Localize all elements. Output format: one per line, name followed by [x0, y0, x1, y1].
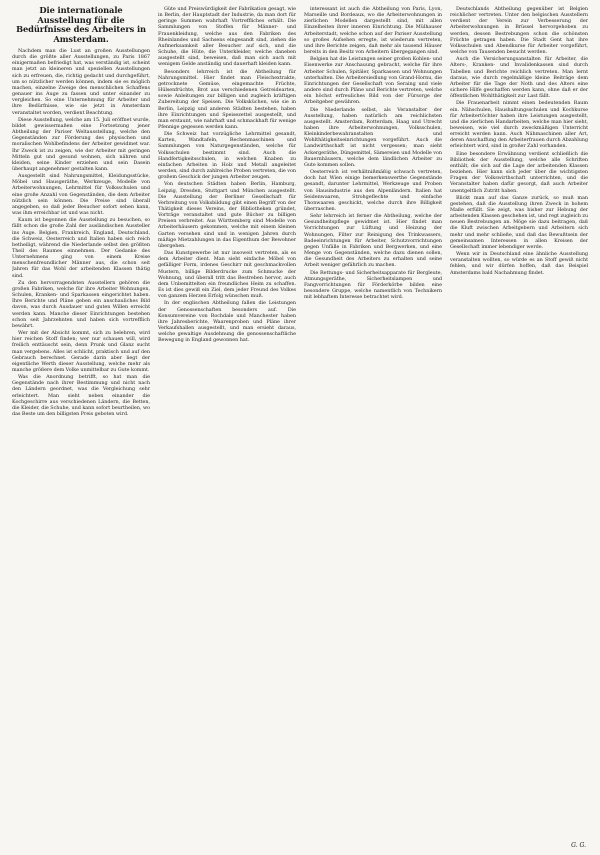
- paragraph: Eine besondere Erwähnung verdient schließlich die Bibliothek der Ausstellung, welche alle Schriften enthält, die sich auf die Lage der arbeitenden Klassen beziehen. Hier kann sich jeder über die wichtigsten Fragen der Volkswirthschaft unterrichten, und die Veranstalter haben dafür gesorgt, daß auch Arbeiter unentgeltlich Zutritt haben.: [450, 150, 588, 194]
- paragraph: interessant ist auch die Abtheilung von Paris, Lyon, Marseille und Bordeaux, wo die Arbeiterwohnungen in zierlichen Modellen dargestellt sind, mit allen Einzelheiten ihrer inneren Einrichtung. Die Mülhauser Arbeiterstadt, welche schon auf der Pariser Ausstellung so großes Aufsehen erregte, ist wiederum vertreten, und ihre Berichte zeigen, daß mehr als tausend Häuser bereits in den Besitz von Arbeitern übergegangen sind.: [304, 6, 442, 56]
- author-signature: G. G.: [571, 842, 586, 849]
- column-4: [450, 6, 588, 846]
- paragraph: Wer mit der Absicht kommt, sich zu belehren, wird hier reichen Stoff finden; wer nur schauen will, wird freilich enttäuscht sein, denn Prunk und Glanz sucht man vergebens. Alles ist schlicht, praktisch und auf den Gebrauch berechnet. Gerade darin aber liegt der eigentliche Werth dieser Ausstellung, welche mehr als manche größere dem Volke unmittelbar zu Gute kommt.: [12, 330, 150, 373]
- column-2: [158, 6, 296, 846]
- paragraph: Oesterreich ist verhältnißmäßig schwach vertreten, doch hat Wien einige bemerkenswerthe Gegenstände gesandt, darunter Lehrmittel, Werkzeuge und Proben von Hausindustrie aus den Alpenländern. Italien hat Seidenwaaren, Strohgeflechte und einfache Thonwaaren geschickt, welche durch ihre Billigkeit überraschen.: [304, 169, 442, 212]
- paragraph: Die Schweiz hat vorzügliche Lehrmittel gesandt, Karten, Wandtafeln, Rechenmaschinen und Sammlungen von Naturgegenständen, welche für Volksschulen bestimmt sind. Auch die Handfertigkeitsschulen, in welchen Knaben zu einfachen Arbeiten in Holz und Metall angeleitet werden, sind durch zahlreiche Proben vertreten, die von großem Geschick der jungen Arbeiter zeugen.: [158, 131, 296, 181]
- column-1: [12, 6, 150, 846]
- article-title: Die internationale Ausstellung für die Bedürfnisse des Arbeiters in Amsterdam.: [16, 6, 146, 44]
- paragraph: Besonders lehrreich ist die Abtheilung für Nahrungsmittel. Hier findet man Fleischextrakte, getrocknete Gemüse, eingemachte Früchte, Hülsenfrüchte, Brot aus verschiedenen Getreidearten, sowie Anleitungen zur billigen und zugleich kräftigen Zubereitung der Speisen. Die Volksküchen, wie sie in Berlin, Leipzig und anderen Städten bestehen, haben ihre Einrichtungen und Speisezettel ausgestellt, und man erstaunt, wie nahrhaft und schmackhaft für wenige Pfennige gegessen werden kann.: [158, 68, 296, 130]
- paragraph: Zu den hervorragendsten Ausstellern gehören die großen Fabriken, welche für ihre Arbeiter Wohnungen, Schulen, Kranken- und Sparkassen eingerichtet haben. Ihre Berichte und Pläne geben ein anschauliches Bild davon, was durch Ausdauer und guten Willen erreicht werden kann. Manche dieser Einrichtungen bestehen schon seit Jahrzehnten und haben sich vortrefflich bewährt.: [12, 279, 150, 329]
- paragraph: Deutschlands Abtheilung gegenüber ist Belgien reichlicher vertreten. Unter den belgischen Ausstellern verdient der Verein zur Verbesserung der Arbeiterwohnungen in Brüssel hervorgehoben zu werden, dessen Bestrebungen schon die schönsten Früchte getragen haben. Die Stadt Gent hat ihre Volksschulen und Abendkurse für Arbeiter vorgeführt, welche von Tausenden besucht werden.: [450, 6, 588, 56]
- paragraph: Das Kunstgewerbe ist nur insoweit vertreten, als es dem Arbeiter dient. Man sieht einfache Möbel von gefälliger Form, irdenes Geschirr mit geschmackvollen Mustern, billige Bilderdrucke zum Schmucke der Wohnung, und überall tritt das Bestreben hervor, auch dem Unbemittelten ein freundliches Heim zu schaffen. Es ist dies gewiß ein Ziel, dem jeder Freund des Volkes von ganzem Herzen Erfolg wünschen muß.: [158, 250, 296, 300]
- paragraph: Die Rettungs- und Sicherheitsapparate für Bergleute, Atmungsgeräthe, Sicherheitslampen und Fangvorrichtungen für Förderkörbe bilden eine besondere Gruppe, welche namentlich von Technikern mit lebhaftem Interesse betrachtet wird.: [304, 269, 442, 301]
- paragraph: Güte und Preiswürdigkeit der Fabrikation gesagt, wie in Berlin, der Hauptstadt der Industrie, da man dort für geringe Summen wahrhaft Vortreffliches erhält. Die Sammlungen von Stoffen für Männer- und Frauenkleidung, welche aus den Fabriken des Rheinlandes und Sachsens eingesandt sind, ziehen die Aufmerksamkeit aller Besucher auf sich, und die Schuhe, die Hüte, die Unterkleider, welche daneben ausgestellt sind, beweisen, daß man sich auch mit wenigem Gelde anständig und dauerhaft kleiden kann.: [158, 6, 296, 68]
- paragraph: Sehr lehrreich ist ferner die Abtheilung, welche der Gesundheitspflege gewidmet ist. Hier findet man Vorrichtungen zur Lüftung und Heizung der Wohnungen, Filter zur Reinigung des Trinkwassers, Badeeinrichtungen für Arbeiter, Schutzvorrichtungen gegen Unfälle in Fabriken und Bergwerken, und eine Menge von Gegenständen, welche dazu dienen sollen, die Gesundheit des Arbeiters zu erhalten und seine Arbeit weniger gefährlich zu machen.: [304, 213, 442, 269]
- paragraph: Die Frauenarbeit nimmt einen bedeutenden Raum ein. Nähschulen, Haushaltungsschulen und Kochkurse für Arbeitertöchter haben ihre Leistungen ausgestellt, und die zierlichen Handarbeiten, welche man hier sieht, beweisen, wie viel durch zweckmäßigen Unterricht erreicht werden kann. Auch Nähmaschinen aller Art, deren Anschaffung den Arbeiterfrauen durch Abzahlung erleichtert wird, sind in großer Zahl vorhanden.: [450, 100, 588, 150]
- paragraph: Wenn wir in Deutschland eine ähnliche Ausstellung veranstalten wollten, so würde es an Stoff gewiß nicht fehlen, und wir dürfen hoffen, daß das Beispiel Amsterdams bald Nachahmung findet.: [450, 251, 588, 276]
- paragraph: Kaum ist begonnen die Ausstellung zu besuchen, so fällt schon die große Zahl der ausländischen Aussteller ins Auge. Belgien, Frankreich, England, Deutschland, die Schweiz, Oesterreich und Italien haben sich reich betheiligt, während die Niederlande selbst den größten Theil des Raumes einnehmen. Der Gedanke des Unternehmens ging von einem Kreise menschenfreundlicher Männer aus, die schon seit Jahren für das Wohl der arbeitenden Klassen thätig sind.: [12, 217, 150, 279]
- paragraph: Blickt man auf das Ganze zurück, so muß man gestehen, daß die Ausstellung ihren Zweck in hohem Maße erfüllt. Sie zeigt, was bisher zur Hebung der arbeitenden Klassen geschehen ist, und regt zugleich zu neuen Bestrebungen an. Möge sie dazu beitragen, daß die Kluft zwischen Arbeitgebern und Arbeitern sich mehr und mehr schließe, und daß das Bewußtsein der gemeinsamen Interessen in allen Kreisen der Gesellschaft immer lebendiger werde.: [450, 194, 588, 250]
- paragraph: Auch die Versicherungsanstalten für Arbeiter, die Alters-, Kranken- und Invalidenkassen sind durch Tabellen und Berichte reichlich vertreten. Man lernt daraus, wie durch regelmäßige kleine Beiträge dem Arbeiter für die Tage der Noth und des Alters eine sichere Hilfe geschaffen werden kann, ohne daß er der öffentlichen Wohlthätigkeit zur Last fällt.: [450, 56, 588, 100]
- paragraph: In der englischen Abtheilung fallen die Leistungen der Genossenschaften besonders auf. Die Konsumvereine von Rochdale und Manchester haben ihre Jahresberichte, Waarenproben und Pläne ihrer Verkaufshallen ausgestellt, und man ersieht daraus, welche gewaltige Ausdehnung die genossenschaftliche Bewegung in England gewonnen hat.: [158, 300, 296, 344]
- column-3: [304, 6, 442, 846]
- paragraph: Die Niederlande selbst, als Veranstalter der Ausstellung, haben natürlich am reichlichsten ausgestellt. Amsterdam, Rotterdam, Haag und Utrecht haben ihre Arbeiterwohnungen, Volksschulen, Kleinkinderbewahranstalten und Wohlthätigkeitseinrichtungen vorgeführt. Auch die Landwirthschaft ist nicht vergessen; man sieht Ackergeräthe, Düngemittel, Sämereien und Modelle von Bauernhäusern, welche dem ländlichen Arbeiter zu Gute kommen sollen.: [304, 106, 442, 168]
- paragraph: Belgien hat die Leistungen seiner großen Kohlen- und Eisenwerke zur Anschauung gebracht, welche für ihre Arbeiter Schulen, Spitäler, Sparkassen und Wohnungen unterhalten. Die Arbeitersiedlung von Grand-Hornu, die Einrichtungen der Gesellschaft von Seraing und viele andere sind durch Pläne und Berichte vertreten, welche ein höchst erfreuliches Bild von der Fürsorge der Arbeitgeber gewähren.: [304, 56, 442, 106]
- paragraph: Nachdem man die Lust an großen Ausstellungen durch die größte aller Ausstellungen, zu Paris 1867 einigermaßen befriedigt hat, was verständig ist, scheint man jetzt an kleineren und speziellen Ausstellungen sich zu erfreuen, die, richtig gedacht und durchgeführt, um so nützlicher werden können, indem sie es möglich machen, einzelne Zweige des menschlichen Schaffens genauer ins Auge zu fassen und unter einander zu vergleichen. So eine Unternehmung für Arbeiter und ihre Bedürfnisse, wie sie jetzt in Amsterdam veranstaltet worden, verdient Beachtung.: [12, 48, 150, 116]
- paragraph: Was die Anordnung betrifft, so hat man die Gegenstände nach ihrer Bestimmung und nicht nach den Ländern geordnet, was die Vergleichung sehr erleichtert. Man sieht neben einander die Kochgeschirre aus verschiedenen Ländern, die Betten, die Kleider, die Schuhe, und kann sofort beurtheilen, wo das Beste um den billigsten Preis geboten wird.: [12, 374, 150, 418]
- paragraph: Diese Ausstellung, welche am 15. Juli eröffnet wurde, bildet gewissermaßen eine Fortsetzung jener Abtheilung der Pariser Weltausstellung, welche den Gegenständen zur Förderung des physischen und moralischen Wohlbefindens der Arbeiter gewidmet war. Ihr Zweck ist zu zeigen, wie der Arbeiter mit geringen Mitteln gut und gesund wohnen, sich nähren und kleiden, seine Kinder erziehen und sein Dasein überhaupt angenehmer gestalten kann.: [12, 116, 150, 172]
- article-columns: [12, 6, 588, 846]
- paragraph: Von deutschen Städten haben Berlin, Hamburg, Leipzig, Dresden, Stuttgart und München ausgestellt. Die Ausstellung der Berliner Gesellschaft für Verbreitung von Volksbildung gibt einen Begriff von der Thätigkeit dieses Vereins, der Bibliotheken gründet, Vorträge veranstaltet und gute Bücher zu billigen Preisen verbreitet. Aus Württemberg sind Modelle von Arbeiterhäusern gekommen, welche mit einem kleinen Garten versehen sind und in wenigen Jahren durch mäßige Mietzahlungen in das Eigenthum der Bewohner übergehen.: [158, 181, 296, 249]
- paragraph: Ausgestellt sind Nahrungsmittel, Kleidungsstücke, Möbel und Hausgeräthe, Werkzeuge, Modelle von Arbeiterwohnungen, Lehrmittel für Volksschulen und eine große Anzahl von Gegenständen, die dem Arbeiter nützlich sein können. Die Preise sind überall angegeben, so daß jeder Besucher sofort sehen kann, was ihm erreichbar ist und was nicht.: [12, 173, 150, 217]
